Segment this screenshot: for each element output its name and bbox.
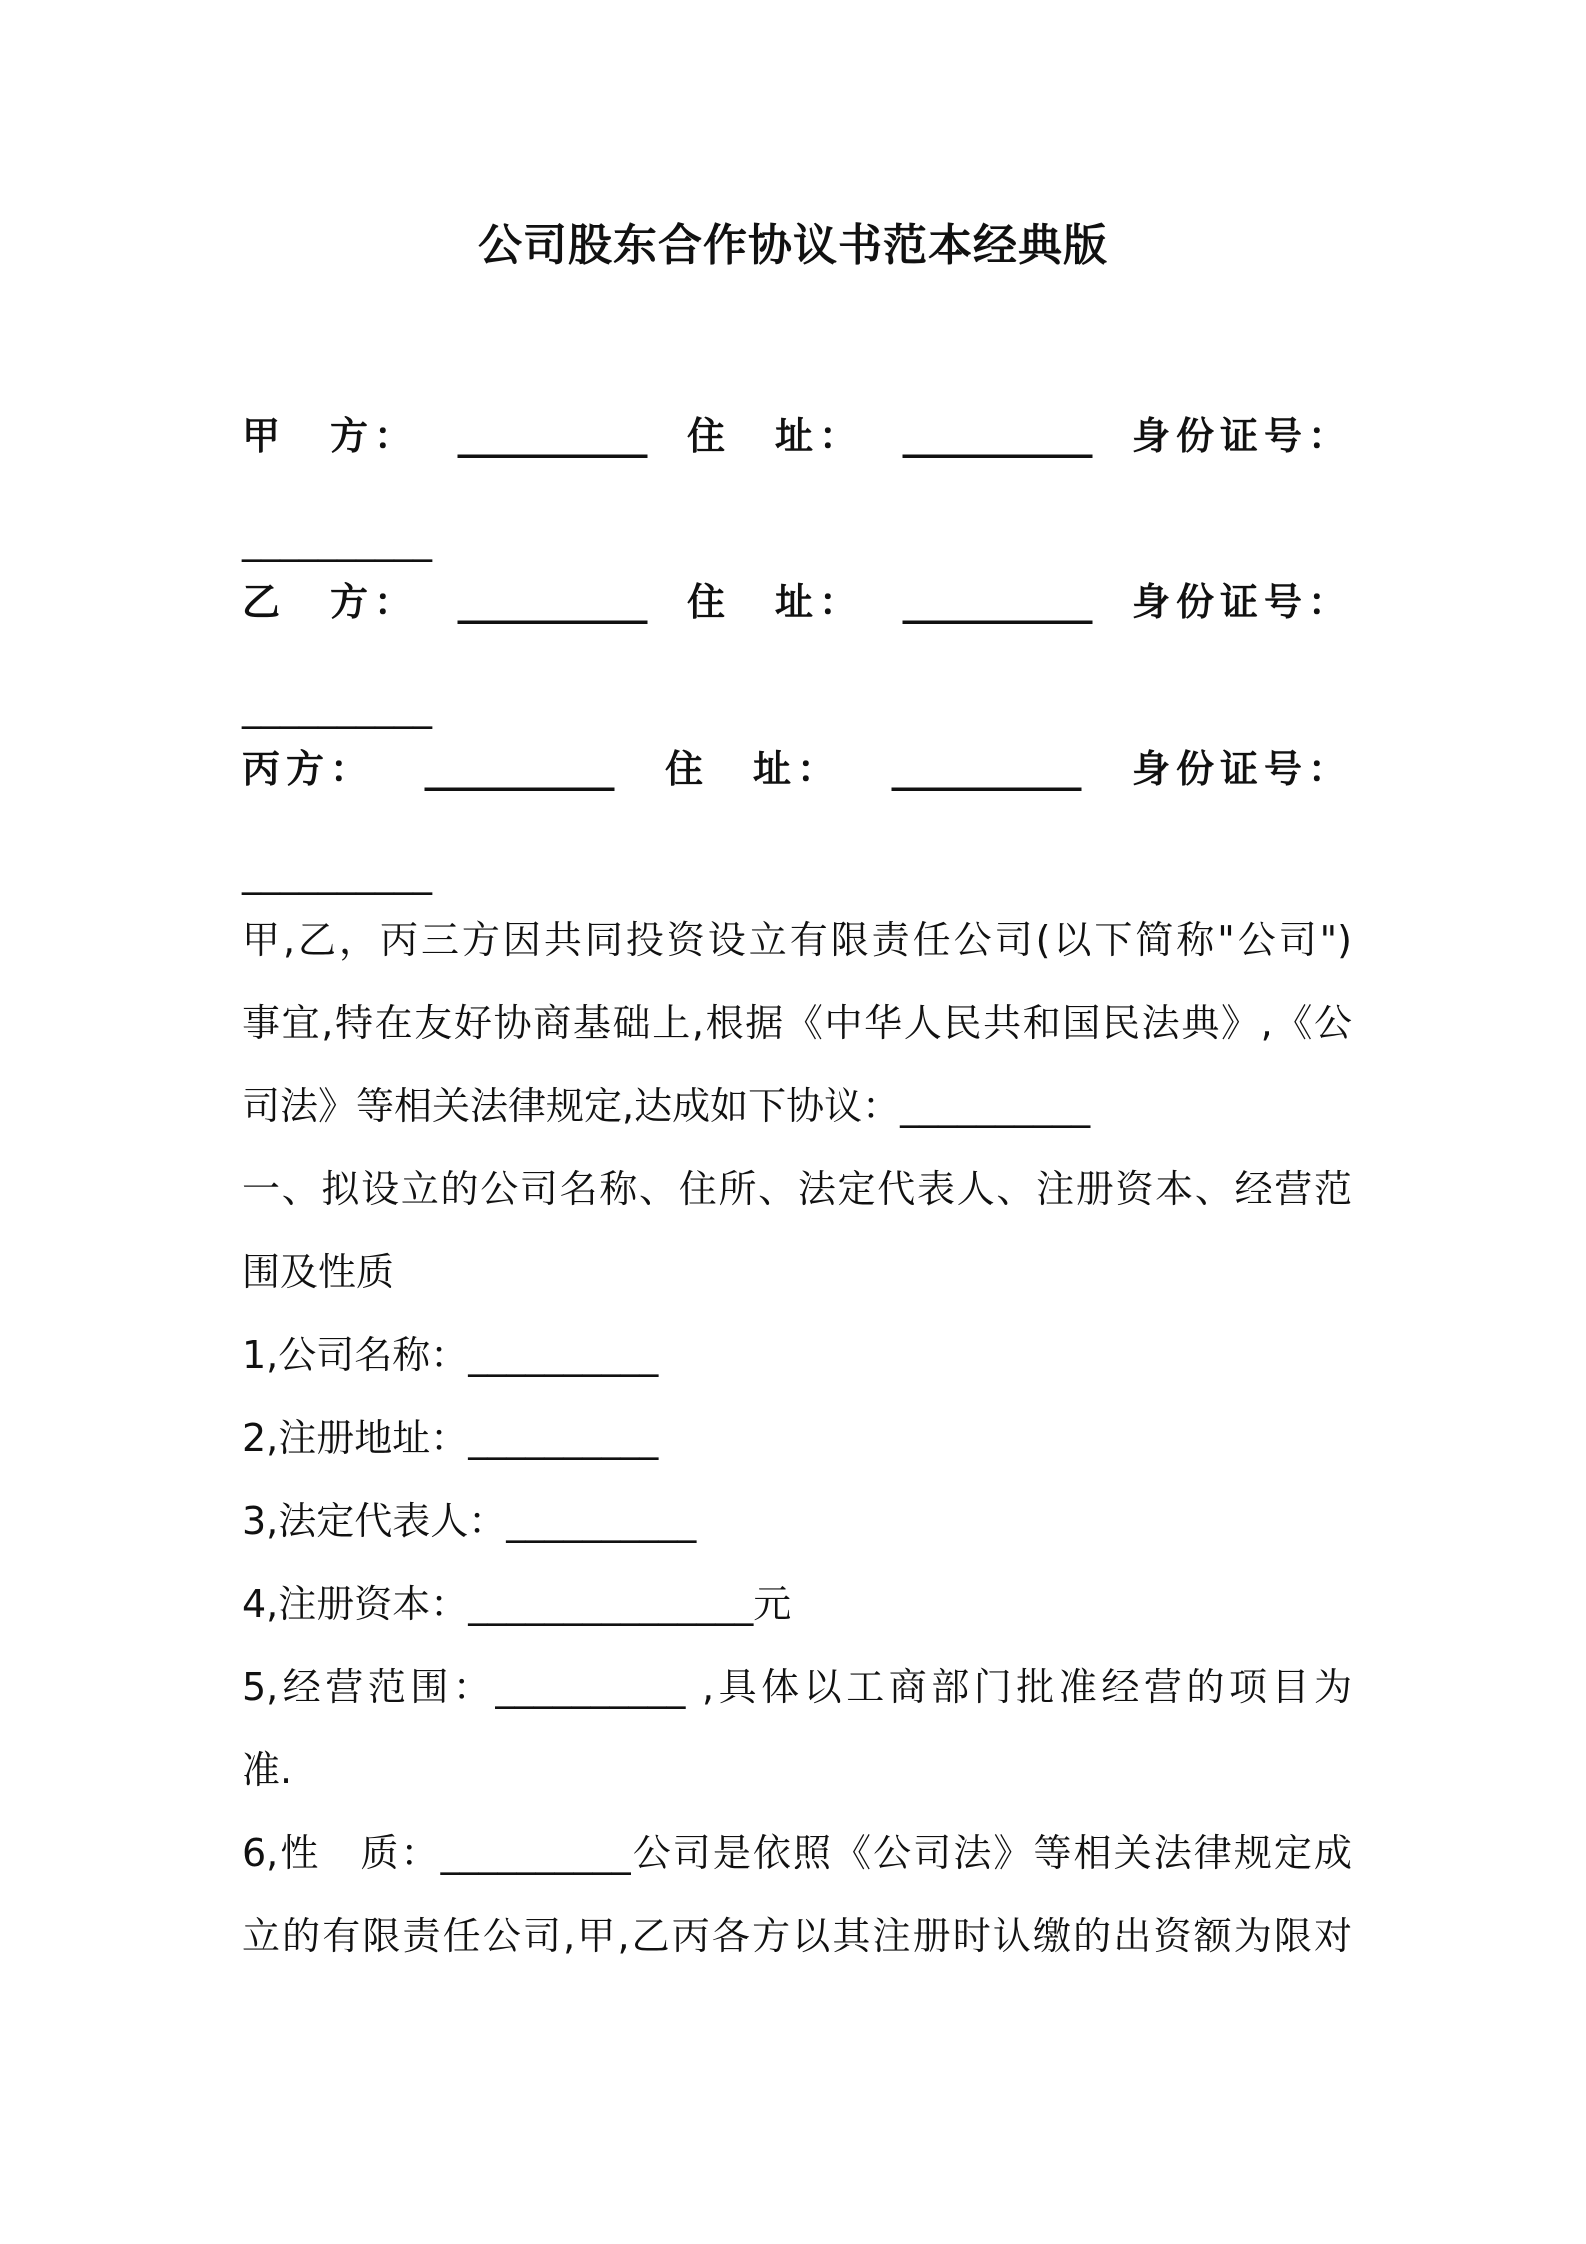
- document-title: 公司股东合作协议书范本经典版: [478, 220, 1108, 271]
- party-b-address-blank[interactable]: __________: [902, 580, 1093, 624]
- party-b-id-row: [242, 677, 1352, 737]
- clause-item: 准.: [242, 1748, 293, 1792]
- clause-item: 5,经营范围：__________ ,具体以工商部门批准经营的项目为: [242, 1665, 1352, 1709]
- party-a-name-label: 甲 方：: [242, 414, 419, 458]
- party-a-id-blank[interactable]: __________: [242, 518, 432, 562]
- party-c-row: [242, 739, 1352, 799]
- party-a-name-blank[interactable]: __________: [457, 414, 648, 458]
- party-a-id-label: 身份证号：: [1131, 414, 1352, 458]
- party-c-id-blank[interactable]: __________: [242, 851, 432, 895]
- party-a-id-row: [242, 510, 1352, 570]
- party-a-row: [242, 406, 1352, 466]
- party-c-id-label: 身份证号：: [1131, 747, 1352, 791]
- party-b-name-blank[interactable]: __________: [457, 580, 648, 624]
- clause-item: 1,公司名称：__________: [242, 1333, 659, 1377]
- section-heading: 一、拟设立的公司名称、住所、法定代表人、注册资本、经营范: [242, 1167, 1352, 1211]
- party-b-address-label: 住 址：: [686, 580, 863, 624]
- party-c-name-label: 丙方：: [242, 747, 375, 791]
- clause-item: 3,法定代表人：__________: [242, 1499, 697, 1543]
- party-a-address-label: 住 址：: [686, 414, 863, 458]
- section-heading: 围及性质: [242, 1250, 395, 1294]
- clause-item: 立的有限责任公司,甲,乙丙各方以其注册时认缴的出资额为限对: [242, 1914, 1352, 1958]
- party-c-name-blank[interactable]: __________: [424, 747, 615, 791]
- clause-item: 6,性 质：__________公司是依照《公司法》等相关法律规定成: [242, 1831, 1352, 1875]
- party-b-id-blank[interactable]: __________: [242, 685, 432, 729]
- party-b-id-label: 身份证号：: [1131, 580, 1352, 624]
- clause-item: 2,注册地址：__________: [242, 1416, 659, 1460]
- party-c-id-row: [242, 843, 1352, 903]
- intro-line: 甲,乙，丙三方因共同投资设立有限责任公司(以下简称"公司"): [242, 918, 1352, 962]
- party-a-address-blank[interactable]: __________: [902, 414, 1093, 458]
- party-c-address-blank[interactable]: __________: [891, 747, 1082, 791]
- party-b-name-label: 乙 方：: [242, 580, 419, 624]
- party-c-address-label: 住 址：: [664, 747, 841, 791]
- party-b-row: [242, 572, 1352, 632]
- intro-line: 司法》等相关法律规定,达成如下协议：__________: [242, 1084, 1091, 1128]
- clause-item: 4,注册资本：_______________元: [242, 1582, 792, 1626]
- intro-line: 事宜,特在友好协商基础上,根据《中华人民共和国民法典》,《公: [242, 1001, 1352, 1045]
